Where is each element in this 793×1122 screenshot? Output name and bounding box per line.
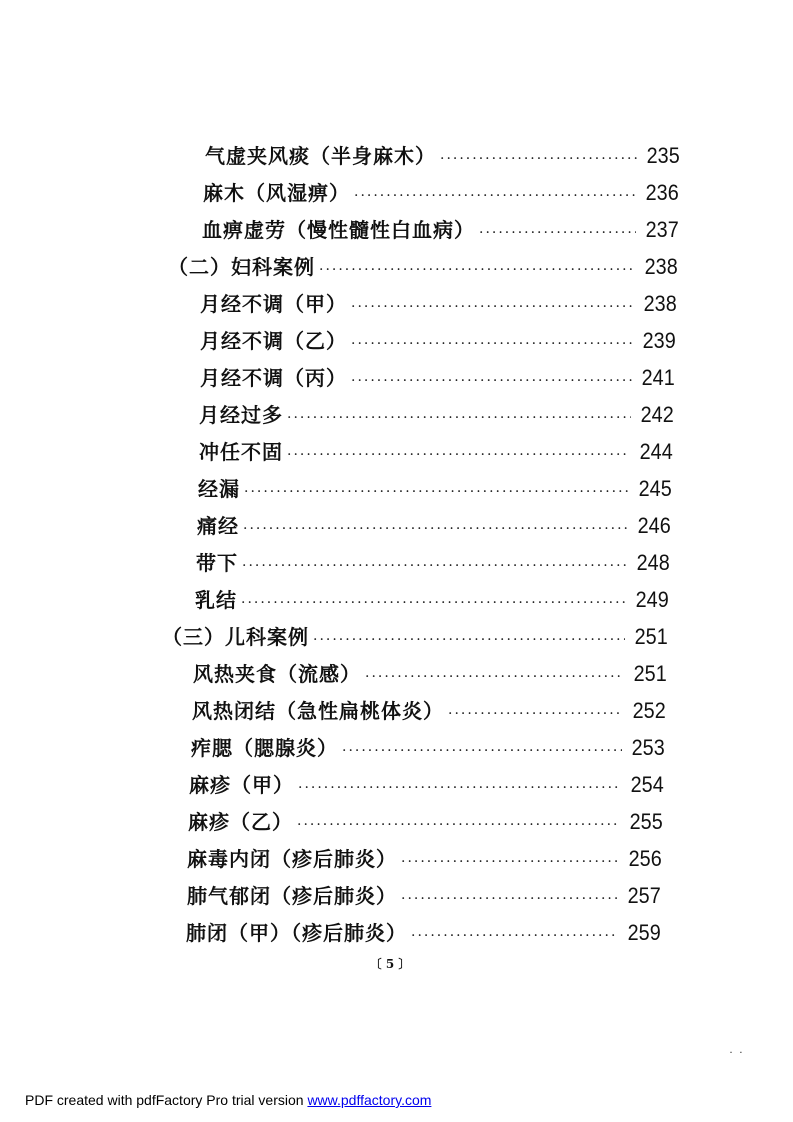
- toc-entry-page: 251: [634, 624, 668, 649]
- toc-entry: [192, 697, 666, 728]
- dot-leader: [298, 774, 621, 802]
- toc-entry: [200, 327, 676, 358]
- dot-leader: [448, 700, 623, 728]
- dot-leader: [243, 515, 628, 543]
- toc-entry-title: （二）妇科案例: [168, 255, 315, 279]
- toc-entry-page: 236: [645, 180, 679, 205]
- toc-entry-page: 246: [637, 513, 671, 538]
- toc-entry: [186, 919, 661, 950]
- dot-leader: [242, 552, 627, 580]
- toc-entry-title: 痛经: [197, 514, 239, 538]
- toc-entry-page: 239: [642, 328, 676, 353]
- dot-leader: [401, 885, 618, 913]
- toc-entry-title: 麻毒内闭（疹后肺炎）: [187, 847, 397, 871]
- toc-entry: [205, 142, 680, 173]
- dot-leader: [479, 219, 636, 247]
- toc-entry-page: 235: [646, 143, 680, 168]
- dot-leader: [244, 478, 629, 506]
- toc-section-heading: [162, 623, 668, 654]
- toc-entry: [188, 808, 663, 839]
- dot-leader: [319, 256, 635, 284]
- toc-entry: [189, 771, 664, 802]
- toc-entry: [199, 401, 674, 432]
- dot-leader: [440, 145, 637, 173]
- toc-entry-title: 风热夹食（流感）: [193, 662, 361, 686]
- dot-leader: [297, 811, 620, 839]
- toc-entry-page: 255: [629, 809, 663, 834]
- toc-entry-title: 血痹虚劳（慢性髓性白血病）: [202, 218, 475, 242]
- toc-entry: [195, 586, 669, 617]
- dot-leader: [287, 404, 631, 432]
- toc-entry-title: 月经不调（甲）: [200, 292, 347, 316]
- dot-leader: [351, 367, 632, 395]
- footer-text: PDF created with pdfFactory Pro trial version: [25, 1092, 308, 1108]
- toc-entry-page: 238: [643, 291, 677, 316]
- toc-entry-page: 249: [635, 587, 669, 612]
- toc-entry: [200, 364, 675, 395]
- toc-entry-page: 254: [630, 772, 664, 797]
- toc-entry: [200, 290, 677, 321]
- toc-entry-page: 253: [631, 735, 665, 760]
- dot-leader: [401, 848, 619, 876]
- toc-entry-page: 242: [640, 402, 674, 427]
- toc-entry-title: 乳结: [195, 588, 237, 612]
- toc-entry: [199, 438, 673, 469]
- toc-entry-title: （三）儿科案例: [162, 625, 309, 649]
- toc-entry-title: 肺闭（甲）（疹后肺炎）: [186, 921, 407, 945]
- dot-leader: [365, 663, 624, 691]
- toc-entry: [198, 475, 672, 506]
- dot-leader: [241, 589, 626, 617]
- dot-leader: [351, 330, 633, 358]
- toc-entry-page: 251: [633, 661, 667, 686]
- dot-leader: [287, 441, 630, 469]
- page-number: 〔 5 〕: [369, 957, 411, 971]
- dot-leader: [351, 293, 634, 321]
- toc-entry-title: 麻木（风湿痹）: [203, 181, 350, 205]
- toc-entry-page: 259: [627, 920, 661, 945]
- toc-entry-title: 麻疹（甲）: [189, 773, 294, 797]
- toc-entry-page: 238: [644, 254, 678, 279]
- toc-entry-page: 256: [628, 846, 662, 871]
- dot-leader: [342, 737, 622, 765]
- toc-entry: [196, 549, 670, 580]
- pdf-footer: [25, 1092, 431, 1108]
- toc-section-heading: [168, 253, 678, 284]
- dot-leader: [411, 922, 618, 950]
- toc-entry-title: 气虚夹风痰（半身麻木）: [205, 144, 436, 168]
- toc-entry-title: 带下: [196, 551, 238, 575]
- toc-entry-title: 痄腮（腮腺炎）: [191, 736, 338, 760]
- toc-entry-title: 肺气郁闭（疹后肺炎）: [187, 884, 397, 908]
- dot-leader: [354, 182, 636, 210]
- toc-entry-title: 月经不调（丙）: [200, 366, 347, 390]
- toc-entry-title: 月经不调（乙）: [200, 329, 347, 353]
- toc-entry: [203, 179, 679, 210]
- toc-entry-title: 风热闭结（急性扁桃体炎）: [192, 699, 444, 723]
- toc-entry-title: 麻疹（乙）: [188, 810, 293, 834]
- toc-entry: [202, 216, 679, 247]
- footer-link[interactable]: www.pdffactory.com: [307, 1092, 432, 1108]
- toc-entry: [187, 845, 662, 876]
- toc-entry: [187, 882, 661, 913]
- toc-entry: [191, 734, 665, 765]
- toc-entry-page: 245: [638, 476, 672, 501]
- toc-entry: [197, 512, 671, 543]
- toc-entry-page: 237: [645, 217, 679, 242]
- toc-entry-title: 月经过多: [199, 403, 283, 427]
- toc-entry-page: 248: [636, 550, 670, 575]
- toc-entry-page: 257: [627, 883, 661, 908]
- toc-entry: [193, 660, 667, 691]
- toc-entry-page: 252: [632, 698, 666, 723]
- toc-entry-page: 241: [641, 365, 675, 390]
- dot-leader: [313, 626, 625, 654]
- corner-marks: ˙ ˙: [728, 1050, 744, 1064]
- toc-entry-title: 冲任不固: [199, 440, 283, 464]
- toc-entry-title: 经漏: [198, 477, 240, 501]
- toc-entry-page: 244: [639, 439, 673, 464]
